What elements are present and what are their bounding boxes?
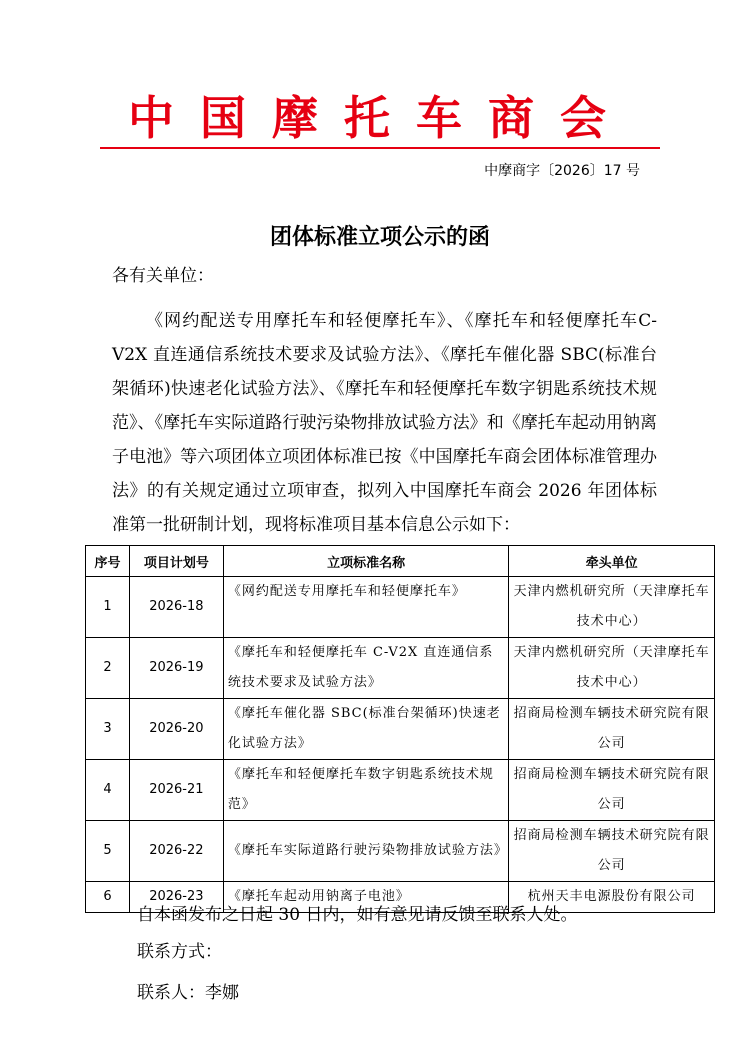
row-no: 4 [86,760,130,821]
row-name: 《摩托车催化器 SBC(标准台架循环)快速老化试验方法》 [223,699,509,760]
contact-person: 联系人：李娜 [137,983,239,1003]
closing-sentence: 自本函发布之日起 30 日内，如有意见请反馈至联系人处。 [137,905,578,925]
row-no: 2 [86,638,130,699]
table-row [86,760,715,821]
row-name: 《摩托车起动用钠离子电池》 [223,882,509,913]
row-no: 6 [86,882,130,913]
organization-title: 中国摩托车商会 [128,91,632,145]
table-row [86,821,715,882]
row-code: 2026-19 [129,638,223,699]
row-org: 天津内燃机研究所（天津摩托车技术中心） [509,577,715,638]
contact-heading: 联系方式： [137,942,222,962]
row-no: 5 [86,821,130,882]
standards-table [85,545,715,913]
row-name: 《摩托车和轻便摩托车数字钥匙系统技术规范》 [223,760,509,821]
header-name: 立项标准名称 [223,546,509,577]
row-name: 《摩托车和轻便摩托车 C-V2X 直连通信系统技术要求及试验方法》 [223,638,509,699]
table-row [86,638,715,699]
table-row [86,699,715,760]
header-code: 项目计划号 [129,546,223,577]
row-no: 3 [86,699,130,760]
row-name: 《摩托车实际道路行驶污染物排放试验方法》 [223,821,509,882]
row-no: 1 [86,577,130,638]
row-org: 招商局检测车辆技术研究院有限公司 [509,760,715,821]
row-code: 2026-21 [129,760,223,821]
row-code: 2026-23 [129,882,223,913]
red-header-line [100,147,660,149]
row-org: 天津内燃机研究所（天津摩托车技术中心） [509,638,715,699]
row-name: 《网约配送专用摩托车和轻便摩托车》 [223,577,509,638]
row-code: 2026-18 [129,577,223,638]
table-row [86,577,715,638]
header-no: 序号 [86,546,130,577]
header-org: 牵头单位 [509,546,715,577]
row-org: 招商局检测车辆技术研究院有限公司 [509,699,715,760]
row-code: 2026-22 [129,821,223,882]
document-number: 中摩商字〔2026〕17 号 [484,163,640,179]
table-header-row [86,546,715,577]
row-org: 杭州天丰电源股份有限公司 [509,882,715,913]
body-paragraph: 《网约配送专用摩托车和轻便摩托车》、《摩托车和轻便摩托车C-V2X 直连通信系统技术要求及试验方法》、《摩托车催化器 SBC(标准台架循环)快速老化试验方法》、《摩托车和轻便摩托车数字钥匙系统技术规范》、《摩托车实际道路行驶污染物排放试验方法》和《摩托车起动用钠离子电池》等六项团体立项团体标准已按《中国摩托车商会团体标准管理办法》的有关规定通过立项审查，拟列入中国摩托车商会 2026 年团体标准第一批研制计划，现将标准项目基本信息公示如下： [112,311,657,535]
row-code: 2026-20 [129,699,223,760]
salutation: 各有关单位： [112,266,214,286]
row-org: 招商局检测车辆技术研究院有限公司 [509,821,715,882]
document-title: 团体标准立项公示的函 [269,224,490,250]
